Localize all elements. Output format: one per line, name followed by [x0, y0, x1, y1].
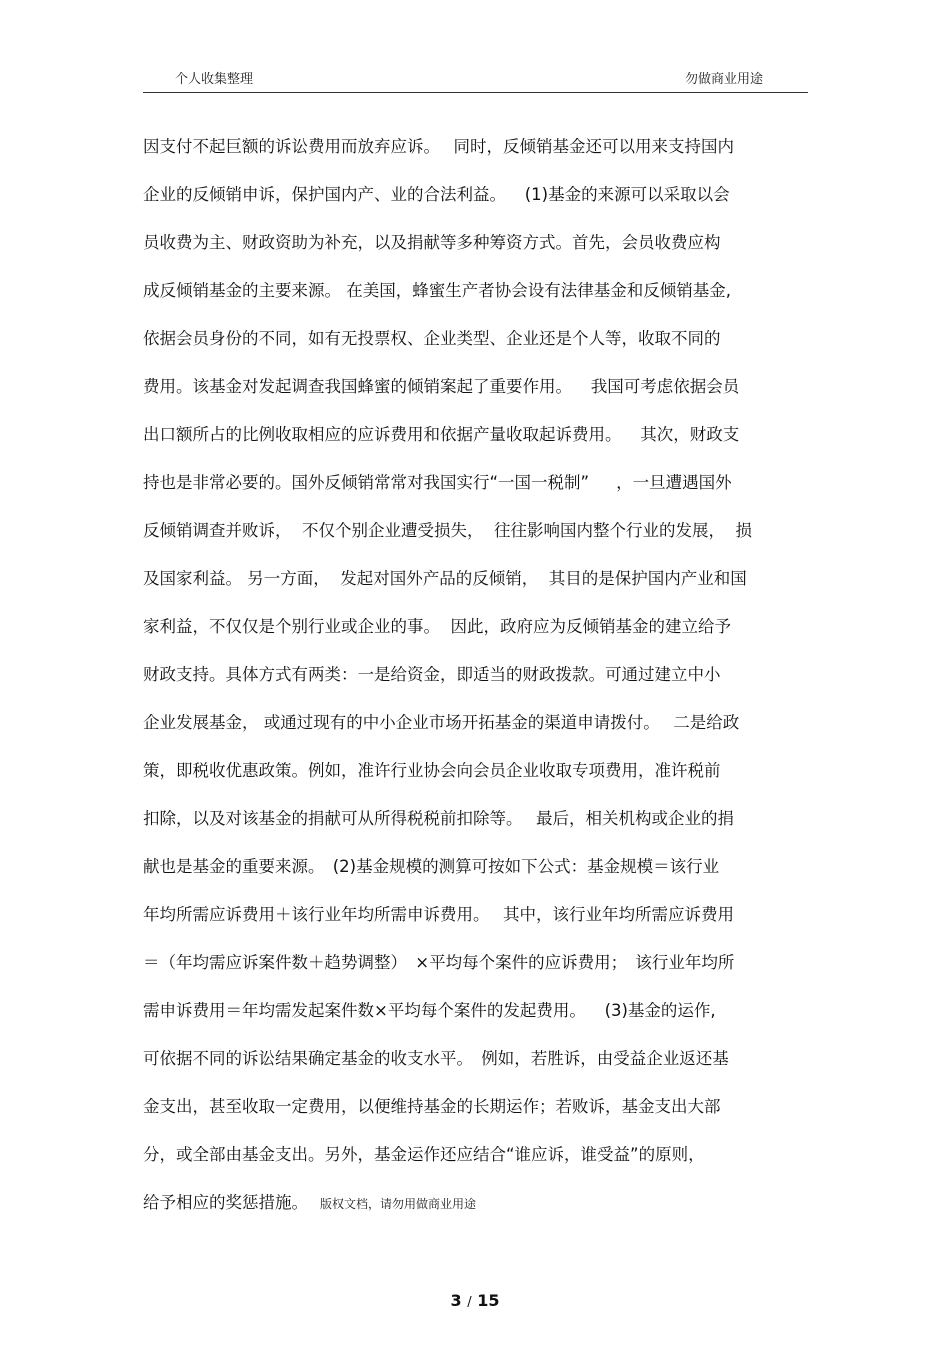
- text-line: 企业的反倾销申诉，保护国内产、业的合法利益。 (1)基金的来源可以采取以会: [143, 185, 730, 204]
- text-line: 反倾销调查并败诉， 不仅个别企业遭受损失， 往往影响国内整个行业的发展， 损: [143, 521, 752, 540]
- text-line: 财政支持。具体方式有两类：一是给资金，即适当的财政拨款。可通过建立中小: [143, 665, 721, 684]
- text-line: 成反倾销基金的主要来源。 在美国，蜂蜜生产者协会设有法律基金和反倾销基金,: [143, 281, 731, 300]
- text-line: 分，或全部由基金支出。另外，基金运作还应结合“谁应诉，谁受益”的原则，: [143, 1145, 705, 1164]
- page-number: [0, 1291, 950, 1310]
- text-line: 策，即税收优惠政策。例如，准许行业协会向会员企业收取专项费用，准许税前: [143, 761, 721, 780]
- text-line: 依据会员身份的不同，如有无投票权、企业类型、企业还是个人等，收取不同的: [143, 329, 721, 348]
- header-left-text: 个人收集整理: [175, 72, 254, 87]
- text-line: 企业发展基金， 或通过现有的中小企业市场开拓基金的渠道申请拨付。 二是给政: [143, 713, 740, 732]
- page-separator: /: [467, 1295, 472, 1310]
- text-line: 可依据不同的诉讼结果确定基金的收支水平。 例如，若胜诉，由受益企业返还基: [143, 1049, 729, 1068]
- header-right-text: 勿做商业用途: [684, 72, 763, 87]
- text-line: 出口额所占的比例收取相应的应诉费用和依据产量收取起诉费用。 其次，财政支: [143, 425, 740, 444]
- text-line: 持也是非常必要的。国外反倾销常常对我国实行“一国一税制” ，一旦遭遇国外: [143, 473, 732, 492]
- body-text: [143, 132, 808, 1236]
- text-line: 因支付不起巨额的诉讼费用而放弃应诉。 同时，反倾销基金还可以用来支持国内: [143, 137, 734, 156]
- text-line: 献也是基金的重要来源。 (2)基金规模的测算可按如下公式：基金规模＝该行业: [143, 857, 720, 876]
- text-line: ＝（年均需应诉案件数＋趋势调整） ×平均每个案件的应诉费用； 该行业年均所: [143, 953, 735, 972]
- page-total: 15: [477, 1291, 500, 1310]
- text-line-last: [143, 1188, 808, 1236]
- text-line: 家利益，不仅仅是个别行业或企业的事。 因此，政府应为反倾销基金的建立给予: [143, 617, 731, 636]
- text-line: 年均所需应诉费用＋该行业年均所需申诉费用。 其中，该行业年均所需应诉费用: [143, 905, 734, 924]
- text-line: 扣除，以及对该基金的捐献可从所得税税前扣除等。 最后，相关机构或企业的捐: [143, 809, 734, 828]
- text-line: 费用。该基金对发起调查我国蜂蜜的倾销案起了重要作用。 我国可考虑依据会员: [143, 377, 740, 396]
- page-current: 3: [450, 1291, 462, 1310]
- text-line: 及国家利益。 另一方面， 发起对国外产品的反倾销， 其目的是保护国内产业和国: [143, 569, 747, 588]
- text-line: 金支出，甚至收取一定费用，以便维持基金的长期运作；若败诉，基金支出大部: [143, 1097, 721, 1116]
- copyright-note: 版权文档，请勿用做商业用途: [320, 1197, 477, 1211]
- page-header: [143, 62, 808, 93]
- text-line: 需申诉费用＝年均需发起案件数×平均每个案件的发起费用。 (3)基金的运作,: [143, 1001, 716, 1020]
- text-line: 员收费为主、财政资助为补充，以及捐献等多种筹资方式。首先，会员收费应构: [143, 233, 721, 252]
- last-line-text: 给予相应的奖惩措施。: [143, 1193, 308, 1212]
